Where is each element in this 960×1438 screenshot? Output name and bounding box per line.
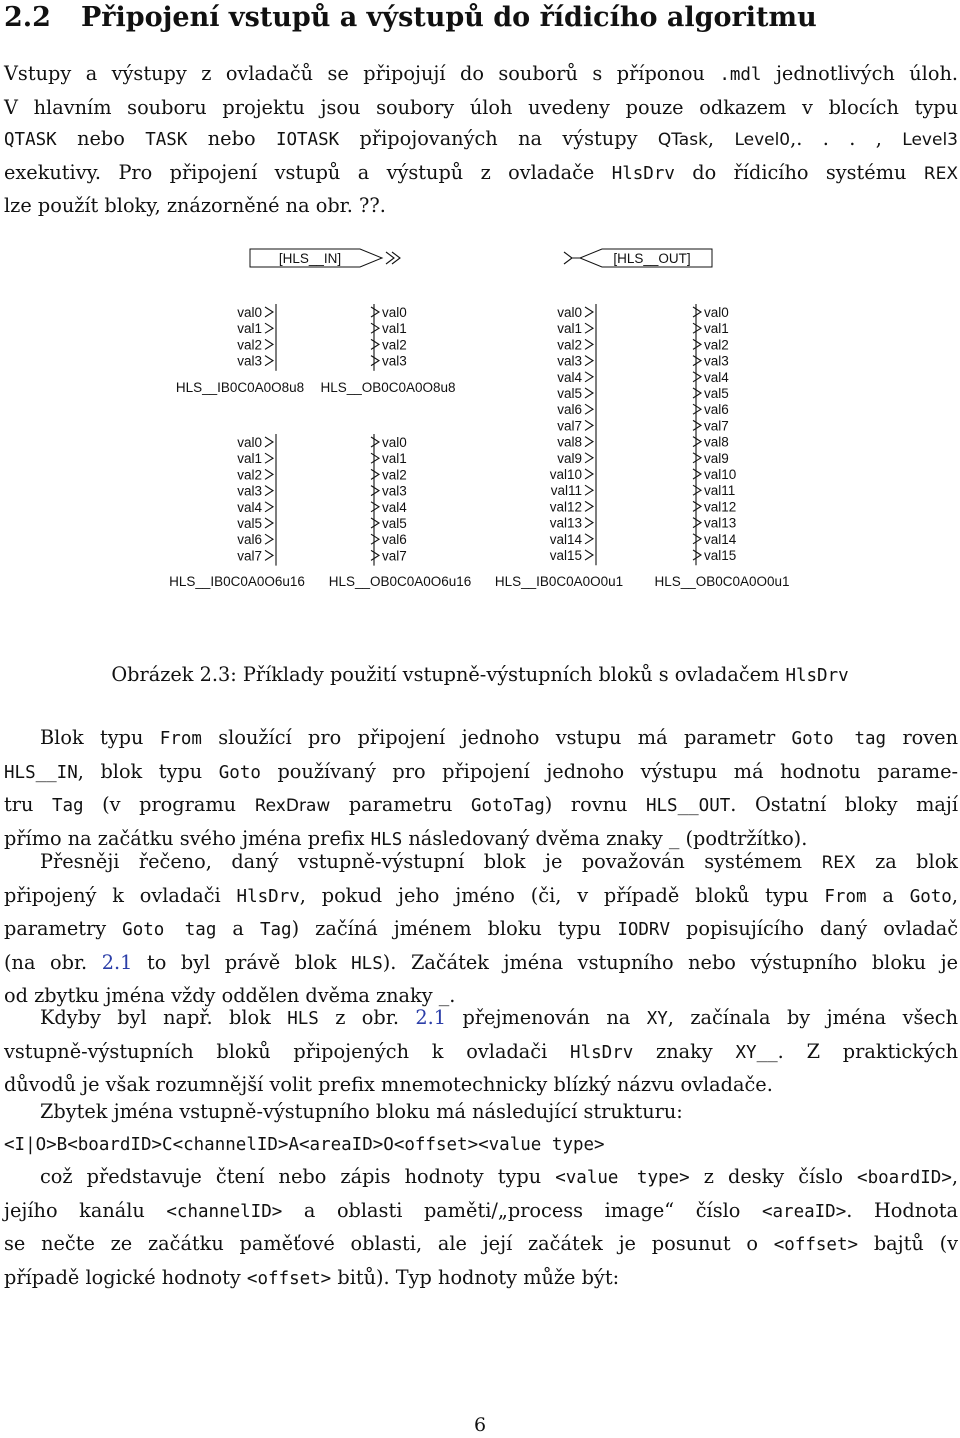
page-number: 6	[473, 1414, 487, 1436]
port-label: val8	[557, 434, 582, 450]
io-block[interactable]	[176, 304, 304, 395]
port-label: val0	[237, 435, 262, 450]
port-arrow-icon	[585, 453, 593, 463]
port-arrow-icon	[693, 453, 701, 463]
inline-code: <boardID>	[857, 1168, 952, 1189]
port-arrow-icon	[265, 469, 273, 479]
port-label: val9	[704, 450, 729, 466]
port-label: val8	[704, 434, 729, 450]
section-heading	[4, 2, 817, 33]
port-label: val3	[382, 483, 407, 499]
port-label: val14	[549, 531, 582, 547]
port-label: val2	[557, 337, 582, 353]
port-arrow-icon	[265, 307, 273, 317]
port-arrow-icon	[371, 339, 379, 349]
inline-sans: Level0	[734, 130, 791, 151]
inline-code: HLS	[287, 1009, 319, 1029]
block-name: HLS__IB0C0A0O6u16	[169, 574, 305, 589]
port-arrow-icon	[693, 372, 701, 382]
port-label: val1	[237, 321, 262, 337]
section-title: Připojení vstupů a výstupů do řídicího algoritmu	[80, 2, 817, 33]
inline-sans: Level3	[902, 130, 958, 151]
port-label: val10	[704, 467, 737, 482]
port-arrow-icon	[693, 388, 701, 398]
inline-code: Goto	[218, 762, 261, 783]
goto-tag-label: [HLS__OUT]	[613, 251, 691, 266]
io-blocks-diagram	[0, 230, 960, 610]
port-label: val15	[549, 548, 582, 563]
port-label: val4	[557, 369, 582, 385]
port-label: val0	[704, 305, 729, 320]
port-arrow-icon	[693, 534, 701, 544]
inline-code: IODRV	[617, 920, 670, 941]
paragraph-2: Přesněji řečeno, daný vstupně-výstupní blok je považován systémem REX za blok připojený k ovladači HlsDrv, pokud jeho jméno (či, v případě bloků typu From a Goto, parametry Goto tag a Tag) začíná jménem bloku typu IODRV popisujícího daný ovladač (na obr. 2.1 to byl právě blok HLS). Začátek jména vstupního nebo výstupního bloku je od zbytku jména vždy oddělen dvěma znaky _.	[4, 850, 959, 1008]
inline-code: GotoTag	[471, 796, 545, 817]
port-arrow-icon	[693, 485, 701, 495]
port-label: val9	[557, 450, 582, 466]
port-label: val12	[549, 499, 582, 515]
port-arrow-icon	[693, 437, 701, 447]
port-label: val7	[557, 418, 582, 434]
port-arrow-icon	[585, 420, 593, 430]
port-arrow-icon	[693, 307, 701, 317]
port-arrow-icon	[585, 550, 593, 560]
port-arrow-icon	[693, 339, 701, 349]
port-label: val7	[704, 418, 729, 434]
port-arrow-icon	[585, 404, 593, 414]
io-block[interactable]	[169, 434, 305, 589]
port-label: val0	[382, 435, 407, 450]
inline-sans: REX	[821, 853, 856, 873]
port-arrow-icon	[693, 404, 701, 414]
inline-code: TASK	[145, 130, 188, 151]
port-label: val1	[382, 451, 407, 467]
port-arrow-icon	[585, 518, 593, 528]
port-label: val7	[237, 548, 262, 564]
io-block[interactable]	[495, 304, 623, 589]
port-label: val10	[549, 467, 582, 482]
port-arrow-icon	[371, 502, 379, 512]
io-block[interactable]	[654, 304, 789, 589]
inline-code: QTASK	[4, 130, 57, 151]
inline-code: HLS__IN	[4, 762, 78, 783]
port-label: val13	[549, 515, 582, 531]
block-name: HLS__IB0C0A0O0u1	[494, 574, 624, 589]
port-arrow-icon	[371, 486, 379, 496]
inline-code: XY__	[735, 1042, 778, 1063]
port-label: val5	[704, 386, 729, 401]
inline-code: <channelID>	[166, 1201, 283, 1222]
paragraph-3: Kdyby byl např. blok HLS z obr. 2.1 přejmenován na XY, začínala by jména všech vstupně-výstupních bloků připojených k ovladači HlsDrv znaky XY__. Z praktických důvodů je však rozumnější volit prefix mnemotechnicky blízký názvu ovladače.	[4, 1006, 959, 1097]
port-arrow-icon	[371, 518, 379, 528]
inline-code: HlsDrv	[611, 163, 675, 184]
port-label: val2	[382, 467, 407, 483]
inline-sans: REX	[923, 163, 958, 184]
goto-block[interactable]	[564, 249, 712, 267]
port-arrow-icon	[371, 437, 379, 447]
inline-code: Tag	[259, 920, 292, 941]
port-arrow-icon	[265, 486, 273, 496]
port-arrow-icon	[585, 356, 593, 366]
port-arrow-icon	[265, 453, 273, 463]
port-label: val3	[237, 353, 262, 369]
port-label: val3	[237, 483, 262, 499]
port-label: val3	[557, 353, 582, 369]
port-label: val11	[550, 483, 582, 499]
port-arrow-icon	[585, 372, 593, 382]
inline-sans: RexDraw	[254, 796, 331, 817]
inline-code: <areaID>	[761, 1201, 847, 1222]
inline-code: From	[159, 729, 202, 749]
inline-code: HlsDrv	[785, 666, 849, 686]
paragraph-1: Blok typu From sloužící pro připojení jednoho vstupu má parametr Goto tag roven HLS__IN, blok typu Goto používaný pro připojení jednoho výstupu má hodnotu parame- tru Tag (v programu RexDraw parametru GotoTag) rovnu HLS__OUT. Ostatní bloky mají přímo na začátku svého jména prefix HLS následovaný dvěma znaky _ (podtržítko).	[4, 726, 959, 850]
inline-code: HLS	[351, 953, 383, 974]
port-arrow-icon	[693, 469, 701, 479]
port-label: val2	[704, 337, 729, 353]
port-arrow-icon	[371, 323, 379, 333]
port-arrow-icon	[693, 518, 701, 528]
port-arrow-icon	[371, 453, 379, 463]
inline-code: Tag	[51, 796, 84, 817]
port-label: val1	[704, 321, 729, 337]
port-arrow-icon	[265, 518, 273, 528]
from-block[interactable]	[250, 249, 400, 267]
inline-code: HlsDrv	[236, 886, 300, 907]
section-number: 2.2	[4, 2, 51, 33]
port-label: val7	[382, 548, 407, 564]
from-tag-label: [HLS__IN]	[278, 251, 342, 266]
port-label: val0	[557, 305, 582, 320]
port-arrow-icon	[585, 388, 593, 398]
figure-caption: Obrázek 2.3: Příklady použití vstupně-výstupních bloků s ovladačem HlsDrv	[111, 663, 849, 686]
port-arrow-icon	[585, 307, 593, 317]
port-label: val1	[382, 321, 407, 337]
port-arrow-icon	[585, 485, 593, 495]
inline-code: _	[668, 829, 680, 850]
port-arrow-icon	[693, 420, 701, 430]
block-name: HLS__OB0C0A0O0u1	[654, 574, 790, 589]
inline-code: HLS__OUT	[645, 796, 731, 817]
port-label: val5	[382, 516, 407, 531]
figure-link[interactable]: 2.1	[415, 1006, 447, 1029]
port-arrow-icon	[265, 550, 273, 560]
inline-code: <offset>	[773, 1235, 859, 1256]
inline-code: <offset>	[246, 1268, 332, 1289]
port-label: val6	[237, 532, 262, 548]
port-label: val2	[237, 337, 262, 353]
name-structure-code: <I|O>B<boardID>C<channelID>A<areaID>O<offset><value type>	[4, 1134, 605, 1155]
inline-code: From	[824, 886, 867, 907]
port-arrow-icon	[693, 323, 701, 333]
port-label: val15	[704, 548, 737, 563]
port-arrow-icon	[585, 534, 593, 544]
inline-code: .mdl	[719, 65, 762, 85]
port-arrow-icon	[693, 550, 701, 560]
port-arrow-icon	[265, 339, 273, 349]
port-arrow-icon	[585, 437, 593, 447]
io-block[interactable]	[329, 434, 472, 589]
port-arrow-icon	[585, 469, 593, 479]
port-label: val12	[704, 499, 737, 515]
port-arrow-icon	[265, 534, 273, 544]
port-label: val1	[557, 321, 582, 337]
port-label: val1	[237, 451, 262, 467]
port-arrow-icon	[265, 437, 273, 447]
port-label: val6	[382, 532, 407, 548]
port-label: val5	[237, 516, 262, 531]
inline-code: XY	[646, 1009, 668, 1029]
port-arrow-icon	[265, 356, 273, 366]
port-label: val13	[704, 515, 737, 531]
port-label: val0	[237, 305, 262, 320]
inline-code: _	[438, 987, 450, 1008]
inline-code: Goto	[909, 886, 952, 907]
inline-code: IOTASK	[275, 130, 340, 151]
block-name: HLS__OB0C0A0O6u16	[328, 574, 472, 589]
port-arrow-icon	[371, 550, 379, 560]
port-arrow-icon	[371, 534, 379, 544]
inline-code: <value type>	[555, 1168, 690, 1189]
inline-code: Goto tag	[122, 920, 217, 941]
port-arrow-icon	[371, 356, 379, 366]
port-label: val5	[557, 386, 582, 401]
port-arrow-icon	[585, 323, 593, 333]
io-block[interactable]	[320, 304, 455, 395]
io-blocks-layer	[169, 304, 789, 589]
port-label: val11	[704, 483, 736, 499]
port-arrow-icon	[265, 323, 273, 333]
port-label: val3	[704, 353, 729, 369]
inline-code: HLS	[370, 829, 403, 850]
block-name: HLS__OB0C0A0O8u8	[320, 380, 456, 395]
port-arrow-icon	[585, 339, 593, 349]
intro-paragraph: Vstupy a výstupy z ovladačů se připojují do souborů s příponou .mdl jednotlivých úloh. V hlavním souboru projektu jsou soubory úloh uvedeny pouze odkazem v blocích typu QTASK nebo TASK nebo IOTASK připojovaných na výstupy QTask, Level0,. . . , Level3 exekutivy. Pro připojení vstupů a výstupů z ovladače HlsDrv do řídicího systému REX lze použít bloky, znázorněné na obr. ??.	[4, 62, 959, 218]
paragraph-4: Zbytek jména vstupně-výstupního bloku má následující strukturu: <I|O>B<boardID>C<channelID>A<areaID>O<offset><value type> což představuje čtení nebo zápis hodnoty typu <value type> z desky číslo <boardID>, jejího kanálu <channelID> a oblasti paměti/„process image“ číslo <areaID>. Hodnota se nečte ze začátku paměťové oblasti, ale její začátek je posunut o <offset> bajtů (v případě logické hodnoty <offset> bitů). Typ hodnoty může být:	[4, 1100, 959, 1289]
inline-code: HlsDrv	[570, 1042, 634, 1063]
port-arrow-icon	[265, 502, 273, 512]
port-label: val14	[704, 531, 737, 547]
inline-code: Goto tag	[791, 729, 887, 749]
port-arrow-icon	[693, 501, 701, 511]
port-label: val2	[382, 337, 407, 353]
block-name: HLS__IB0C0A0O8u8	[175, 380, 305, 395]
port-label: val3	[382, 353, 407, 369]
port-arrow-icon	[371, 307, 379, 317]
port-arrow-icon	[693, 356, 701, 366]
port-label: val6	[557, 402, 582, 418]
port-arrow-icon	[585, 501, 593, 511]
port-label: val6	[704, 402, 729, 418]
port-label: val4	[237, 499, 262, 515]
figure-link[interactable]: 2.1	[101, 950, 133, 974]
port-label: val4	[382, 499, 407, 515]
port-label: val4	[704, 369, 729, 385]
port-label: val0	[382, 305, 407, 320]
port-arrow-icon	[371, 469, 379, 479]
inline-sans: QTask	[657, 130, 708, 151]
port-label: val2	[237, 467, 262, 483]
